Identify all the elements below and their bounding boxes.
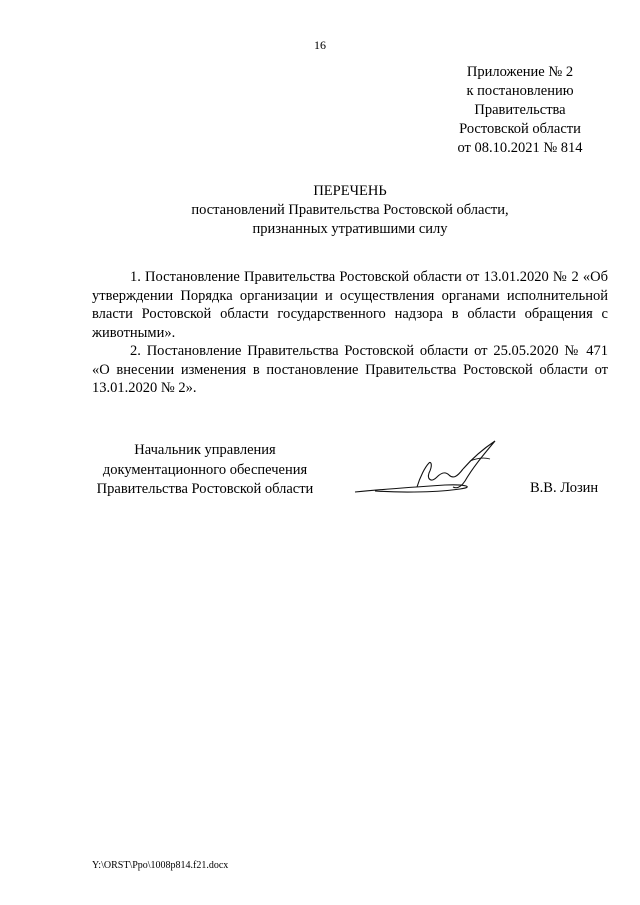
- position-line: Начальник управления: [134, 442, 276, 458]
- appendix-header: [440, 63, 600, 158]
- handwritten-signature: [345, 437, 515, 507]
- file-path: Y:\ORST\Ppo\1008p814.f21.docx: [92, 860, 229, 871]
- signer-name: В.В. Лозин: [530, 480, 599, 496]
- appendix-line: Ростовской области: [459, 121, 581, 137]
- list-item: 1. Постановление Правительства Ростовской области от 13.01.2020 № 2 «Об утверждении Порядка организации и осуществления органами исполнительной власти Ростовской области государственного надзора в области обращения с животными».: [92, 269, 608, 341]
- title-heading: ПЕРЕЧЕНЬ: [313, 183, 387, 199]
- list-item: 2. Постановление Правительства Ростовской области от 25.05.2020 № 471 «О внесении изменения в постановление Правительства Ростовской области от 13.01.2020 № 2».: [92, 343, 608, 396]
- appendix-line: Приложение № 2: [466, 64, 574, 80]
- appendix-line: к постановлению: [466, 83, 574, 99]
- appendix-line: Правительства: [474, 102, 566, 118]
- page-number: 16: [314, 38, 326, 52]
- appendix-line: от 08.10.2021 № 814: [457, 140, 583, 156]
- title-subtitle: постановлений Правительства Ростовской области,: [191, 202, 509, 218]
- signatory-position: [80, 441, 330, 500]
- document-title: [0, 182, 640, 239]
- position-line: Правительства Ростовской области: [96, 481, 314, 497]
- resolutions-list: [92, 268, 608, 398]
- position-line: документационного обеспечения: [102, 461, 308, 478]
- title-subtitle: признанных утратившими силу: [252, 221, 448, 237]
